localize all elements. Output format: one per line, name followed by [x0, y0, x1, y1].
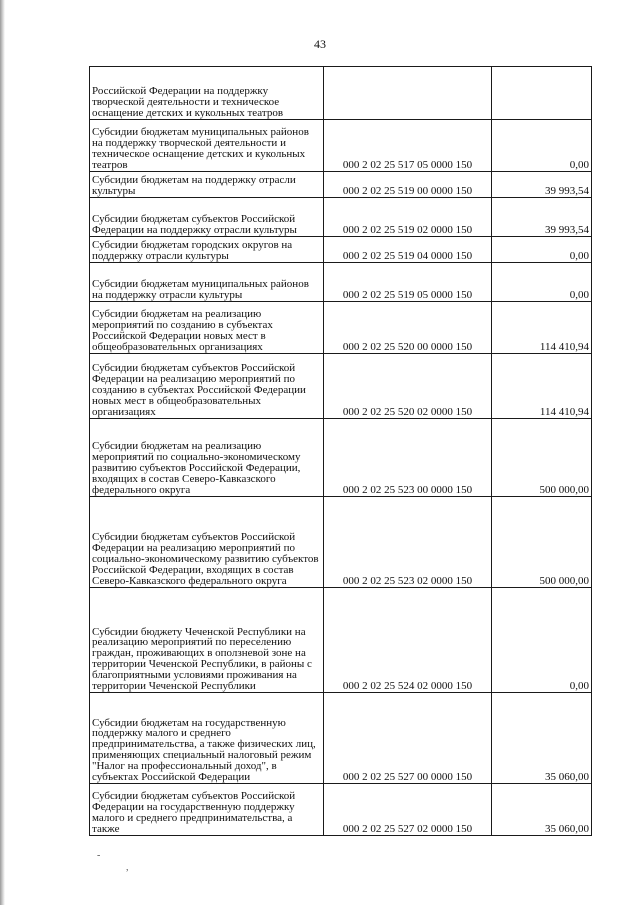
row-sum: 39 993,54: [492, 172, 592, 198]
row-name: Субсидии бюджетам на реализацию мероприятий по созданию в субъектах Российской Федерации новых мест в общеобразовательных организациях: [90, 302, 324, 354]
row-code: 000 2 02 25 523 02 0000 150: [324, 497, 492, 588]
row-code: 000 2 02 25 527 00 0000 150: [324, 693, 492, 784]
row-code: 000 2 02 25 519 02 0000 150: [324, 198, 492, 237]
row-name: Субсидии бюджетам городских округов на поддержку отрасли культуры: [90, 237, 324, 263]
row-sum: 114 410,94: [492, 354, 592, 419]
table-row: [90, 302, 592, 354]
row-sum: [492, 67, 592, 120]
row-name: Субсидии бюджетам субъектов Российской Федерации на реализацию мероприятий по социально-экономическому развитию субъектов Российской Федерации, входящих в состав Северо-Кавказского федерального округа: [90, 497, 324, 588]
table-row: [90, 419, 592, 497]
row-name: Субсидии бюджету Чеченской Республики на реализацию мероприятий по переселению граждан, проживающих в оползневой зоне на территории Чеченской Республики, в районы с благоприятными условиями проживания на территории Чеченской Республики: [90, 588, 324, 693]
table-row: [90, 172, 592, 198]
row-name: Субсидии бюджетам муниципальных районов на поддержку отрасли культуры: [90, 263, 324, 302]
row-code: 000 2 02 25 519 04 0000 150: [324, 237, 492, 263]
scan-edge: [0, 0, 5, 905]
row-code: 000 2 02 25 520 00 0000 150: [324, 302, 492, 354]
row-sum: 500 000,00: [492, 419, 592, 497]
row-sum: 0,00: [492, 588, 592, 693]
row-code: [324, 67, 492, 120]
scan-mark: ,: [126, 862, 129, 873]
row-sum: 39 993,54: [492, 198, 592, 237]
table-row: [90, 588, 592, 693]
row-sum: 0,00: [492, 237, 592, 263]
table-row: [90, 67, 592, 120]
row-sum: 35 060,00: [492, 693, 592, 784]
page-number: 43: [314, 37, 326, 51]
row-sum: 0,00: [492, 120, 592, 172]
row-code: 000 2 02 25 519 05 0000 150: [324, 263, 492, 302]
row-code: 000 2 02 25 520 02 0000 150: [324, 354, 492, 419]
table-row: [90, 237, 592, 263]
row-sum: 35 060,00: [492, 784, 592, 836]
row-sum: 0,00: [492, 263, 592, 302]
scan-mark: -: [97, 850, 101, 861]
row-name: Субсидии бюджетам субъектов Российской Федерации на государственную поддержку малого и среднего предпринимательства, а также: [90, 784, 324, 836]
row-code: 000 2 02 25 523 00 0000 150: [324, 419, 492, 497]
row-name: Российской Федерации на поддержку творческой деятельности и техническое оснащение детских и кукольных театров: [90, 67, 324, 120]
table-row: [90, 693, 592, 784]
table-row: [90, 497, 592, 588]
table-row: [90, 263, 592, 302]
row-code: 000 2 02 25 527 02 0000 150: [324, 784, 492, 836]
row-code: 000 2 02 25 524 02 0000 150: [324, 588, 492, 693]
table-row: [90, 354, 592, 419]
table-row: [90, 198, 592, 237]
row-code: 000 2 02 25 519 00 0000 150: [324, 172, 492, 198]
row-sum: 500 000,00: [492, 497, 592, 588]
row-name: Субсидии бюджетам на государственную поддержку малого и среднего предпринимательства, а также физических лиц, применяющих специальный налоговый режим "Налог на профессиональный доход", в субъектах Российской Федерации: [90, 693, 324, 784]
budget-table: [89, 66, 592, 836]
row-code: 000 2 02 25 517 05 0000 150: [324, 120, 492, 172]
row-name: Субсидии бюджетам субъектов Российской Федерации на поддержку отрасли культуры: [90, 198, 324, 237]
row-name: Субсидии бюджетам субъектов Российской Федерации на реализацию мероприятий по созданию в субъектах Российской Федерации новых мест в общеобразовательных организациях: [90, 354, 324, 419]
row-name: Субсидии бюджетам на реализацию мероприятий по социально-экономическому развитию субъектов Российской Федерации, входящих в состав Северо-Кавказского федерального округа: [90, 419, 324, 497]
table-row: [90, 120, 592, 172]
row-sum: 114 410,94: [492, 302, 592, 354]
table-row: [90, 784, 592, 836]
row-name: Субсидии бюджетам муниципальных районов на поддержку творческой деятельности и техническое оснащение детских и кукольных театров: [90, 120, 324, 172]
row-name: Субсидии бюджетам на поддержку отрасли культуры: [90, 172, 324, 198]
